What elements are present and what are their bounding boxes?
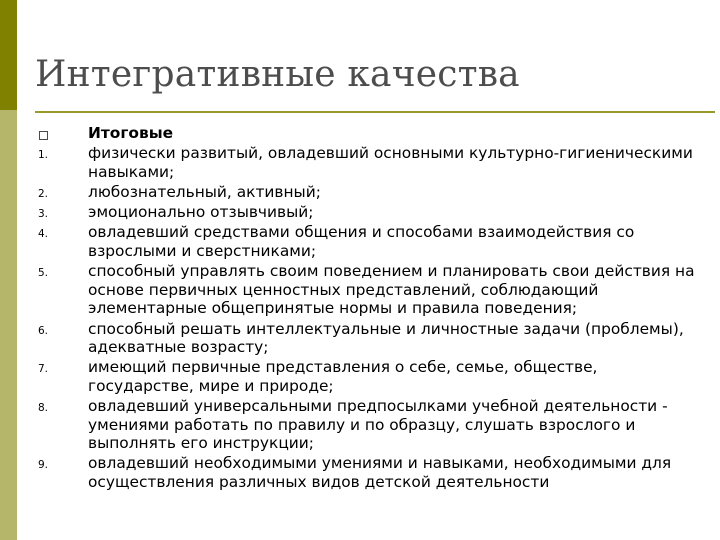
list-item xyxy=(38,358,698,395)
list-item-number: 1. xyxy=(38,149,49,162)
list-item-text: овладевший необходимыми умениями и навыками, необходимыми для осуществления различных видов детской деятельности xyxy=(88,454,672,492)
list-item xyxy=(38,144,698,181)
list-item-text: овладевший универсальными предпосылками учебной деятельности - умениями работать по правилу и по образцу, слушать взрослого и выполнять его инструкции; xyxy=(88,397,668,453)
list-item xyxy=(38,454,698,491)
list-item xyxy=(38,320,698,357)
list-item-text: физически развитый, овладевший основными культурно-гигиеническими навыками; xyxy=(88,144,693,181)
list-item xyxy=(38,183,698,202)
list-item-text: любознательный, активный; xyxy=(88,182,321,201)
list-item-number: 3. xyxy=(38,208,49,221)
title-divider xyxy=(35,111,715,113)
list-item xyxy=(38,203,698,222)
list-item-number: 4. xyxy=(38,228,49,241)
list-item xyxy=(38,262,698,318)
side-accent-bar xyxy=(0,0,17,540)
list-item-text: имеющий первичные представления о себе, семье, обществе, государстве, мире и природе; xyxy=(88,358,598,395)
list-item-number: 8. xyxy=(38,402,49,415)
list-item xyxy=(38,397,698,453)
list-item-text: способный решать интеллектуальные и личностные задачи (проблемы), адекватные возрасту; xyxy=(88,319,684,357)
list-heading xyxy=(38,124,698,143)
list-item-number: 2. xyxy=(38,187,49,200)
list-item xyxy=(38,223,698,260)
square-bullet-icon xyxy=(39,131,48,140)
list-item-number: 5. xyxy=(38,267,49,280)
slide-content xyxy=(38,124,698,493)
side-accent-light xyxy=(0,110,17,540)
list-item-text: овладевший средствами общения и способами взаимодействия со взрослыми и сверстниками; xyxy=(88,223,635,260)
list-item-number: 7. xyxy=(38,363,49,376)
list-heading-text: Итоговые xyxy=(88,124,174,142)
list-item-number: 9. xyxy=(38,459,49,472)
side-accent-dark xyxy=(0,0,17,110)
list-item-number: 6. xyxy=(38,324,49,337)
slide-title: Интегративные качества xyxy=(35,54,520,95)
list-item-text: способный управлять своим поведением и планировать свои действия на основе первичных ценностных представлений, соблюдающий элементарные общепринятые нормы и правила поведения; xyxy=(88,262,695,318)
list-item-text: эмоционально отзывчивый; xyxy=(88,203,314,222)
